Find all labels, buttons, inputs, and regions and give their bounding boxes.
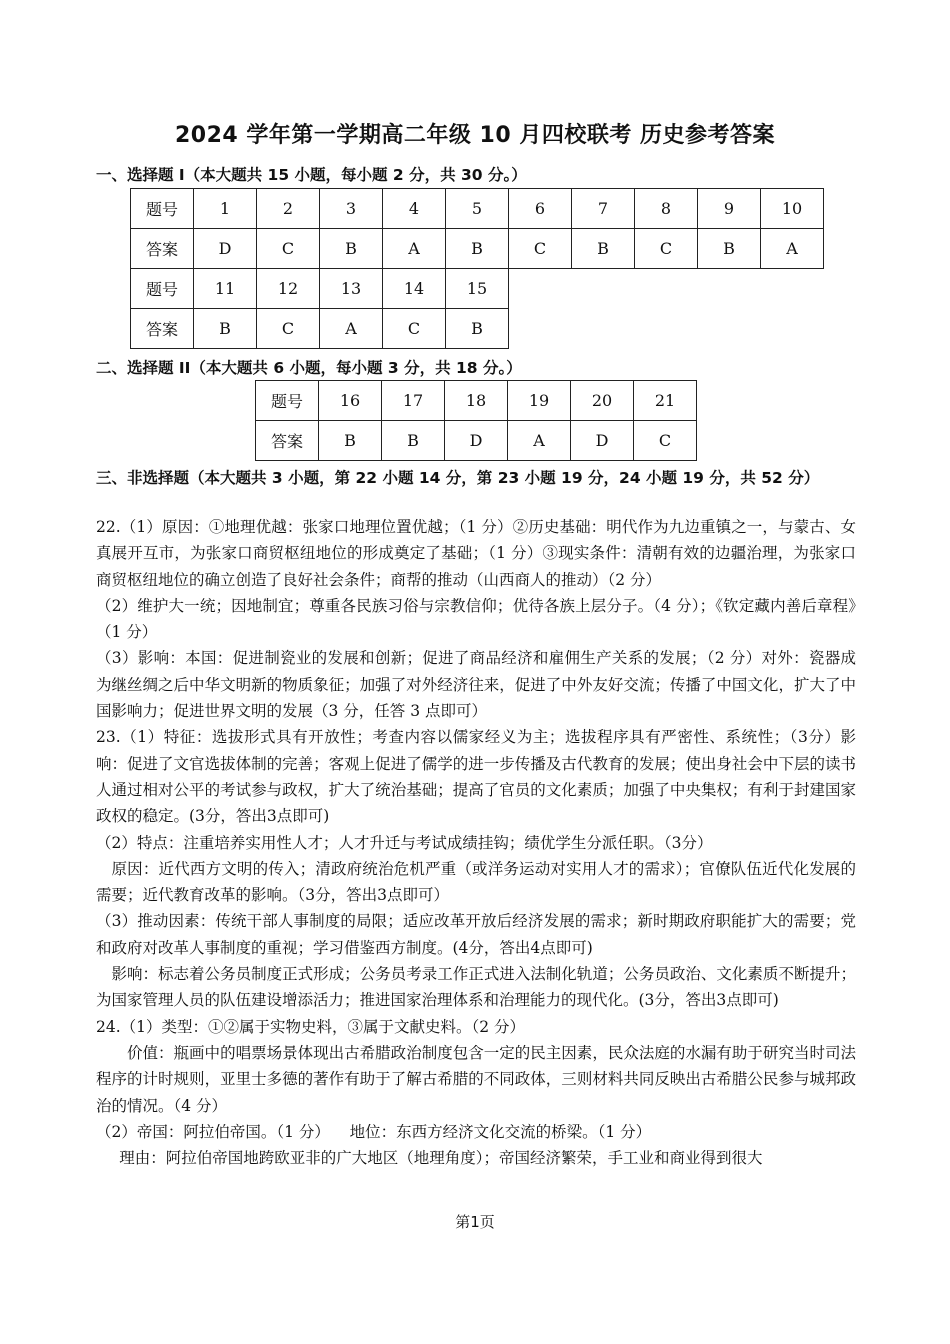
answer-value: C [257,229,320,269]
answer-text-block [96,514,856,1171]
question-number: 3 [320,189,383,229]
answer-value: A [320,309,383,349]
question-number: 17 [382,381,445,421]
question-number: 14 [383,269,446,309]
label-answer: 答案 [131,309,194,349]
document-title: 2024 学年第一学期高二年级 10 月四校联考 历史参考答案 [175,123,775,148]
question-number: 4 [383,189,446,229]
answer-value: C [635,229,698,269]
question-number: 16 [319,381,382,421]
page-number: 第1页 [455,1213,495,1231]
question-number: 11 [194,269,257,309]
section3-heading: 三、非选择题（本大题共 3 小题，第 22 小题 14 分，第 23 小题 19 分，24 小题 19 分，共 52 分） [96,469,820,487]
question-number: 6 [509,189,572,229]
label-question: 题号 [131,269,194,309]
answer-value: C [634,421,697,461]
empty-cell [509,269,824,309]
question-number: 2 [257,189,320,229]
question-number: 12 [257,269,320,309]
label-answer: 答案 [256,421,319,461]
answer-value: A [383,229,446,269]
label-question: 题号 [256,381,319,421]
table-row [131,229,824,269]
table-row [256,381,697,421]
label-answer: 答案 [131,229,194,269]
label-question: 题号 [131,189,194,229]
answer-paragraph: 22.（1）原因：①地理优越：张家口地理位置优越；（1 分）②历史基础：明代作为九边重镇之一，与蒙古、女真展开互市，为张家口商贸枢纽地位的形成奠定了基础；（1 分）③现实条件：清朝有效的边疆治理，为张家口商贸枢纽地位的确立创造了良好社会条件；商帮的推动（山西商人的推动）（2 分） [96,518,856,589]
answer-paragraph: 影响：标志着公务员制度正式形成；公务员考录工作正式进入法制化轨道；公务员政治、文化素质不断提升；为国家管理人员的队伍建设增添活力；推进国家治理体系和治理能力的现代化。(3分，答出3点即可) [96,965,856,1010]
question-number: 21 [634,381,697,421]
answer-paragraph: 原因：近代西方文明的传入；清政府统治危机严重（或洋务运动对实用人才的需求）；官僚队伍近代化发展的需要；近代教育改革的影响。（3分，答出3点即可） [96,859,856,905]
answer-value: B [382,421,445,461]
answer-value: D [194,229,257,269]
section1-heading: 一、选择题 I（本大题共 15 小题，每小题 2 分，共 30 分。） [96,166,527,184]
answer-value: A [761,229,824,269]
question-number: 7 [572,189,635,229]
answer-value: B [320,229,383,269]
table-row [131,269,824,309]
answer-paragraph: 价值：瓶画中的唱票场景体现出古希腊政治制度包含一定的民主因素，民众法庭的水漏有助于研究当时司法程序的计时规则，亚里士多德的著作有助于了解古希腊的不同政体，三则材料共同反映出古希腊公民参与城邦政治的情况。（4 分） [96,1043,856,1115]
answer-paragraph: （2）特点：注重培养实用性人才；人才升迁与考试成绩挂钩；绩优学生分派任职。（3分） [96,833,713,852]
answer-value: B [446,309,509,349]
answer-value: B [698,229,761,269]
section1-answer-table [130,188,824,349]
section2-heading: 二、选择题 II（本大题共 6 小题，每小题 3 分，共 18 分。） [96,359,522,377]
table-row [131,189,824,229]
answer-paragraph: （2）帝国：阿拉伯帝国。（1 分） 地位：东西方经济文化交流的桥梁。（1 分） [96,1122,652,1141]
answer-paragraph: 24.（1）类型：①②属于实物史料，③属于文献史料。（2 分） [96,1017,526,1036]
answer-paragraph: 23.（1）特征：选拔形式具有开放性；考查内容以儒家经义为主；选拔程序具有严密性、系统性；（3分）影响：促进了文官选拔体制的完善；客观上促进了儒学的进一步传播及古代教育的发展；使出身社会中下层的读书人通过相对公平的考试参与政权，扩大了统治基础；提高了官员的文化素质；加强了中央集权；有利于封建国家政权的稳定。(3分，答出3点即可) [96,728,856,826]
question-number: 5 [446,189,509,229]
answer-value: D [571,421,634,461]
answer-paragraph: （3）影响：本国：促进制瓷业的发展和创新；促进了商品经济和雇佣生产关系的发展；（2 分）对外：瓷器成为继丝绸之后中华文明新的物质象征；加强了对外经济往来，促进了中外友好交流；传播了中国文化，扩大了中国影响力；促进世界文明的发展（3 分，任答 3 点即可） [96,649,856,721]
answer-value: D [445,421,508,461]
answer-value: C [383,309,446,349]
question-number: 15 [446,269,509,309]
answer-value: A [508,421,571,461]
question-number: 18 [445,381,508,421]
table-row [131,309,824,349]
question-number: 1 [194,189,257,229]
question-number: 10 [761,189,824,229]
answer-paragraph: （2）维护大一统；因地制宜；尊重各民族习俗与宗教信仰；优待各族上层分子。（4 分）；《钦定藏内善后章程》（1 分） [96,596,856,642]
answer-value: B [446,229,509,269]
section2-answer-table [255,380,697,461]
answer-value: B [572,229,635,269]
question-number: 13 [320,269,383,309]
table-row [256,421,697,461]
question-number: 19 [508,381,571,421]
empty-cell [509,309,824,349]
answer-value: B [194,309,257,349]
answer-paragraph: 理由：阿拉伯帝国地跨欧亚非的广大地区（地理角度）；帝国经济繁荣，手工业和商业得到很大 [119,1149,763,1168]
answer-value: C [509,229,572,269]
answer-value: C [257,309,320,349]
answer-paragraph: （3）推动因素：传统干部人事制度的局限；适应改革开放后经济发展的需求；新时期政府职能扩大的需要；党和政府对改革人事制度的重视；学习借鉴西方制度。(4分，答出4点即可) [96,912,856,957]
question-number: 20 [571,381,634,421]
question-number: 8 [635,189,698,229]
question-number: 9 [698,189,761,229]
answer-value: B [319,421,382,461]
